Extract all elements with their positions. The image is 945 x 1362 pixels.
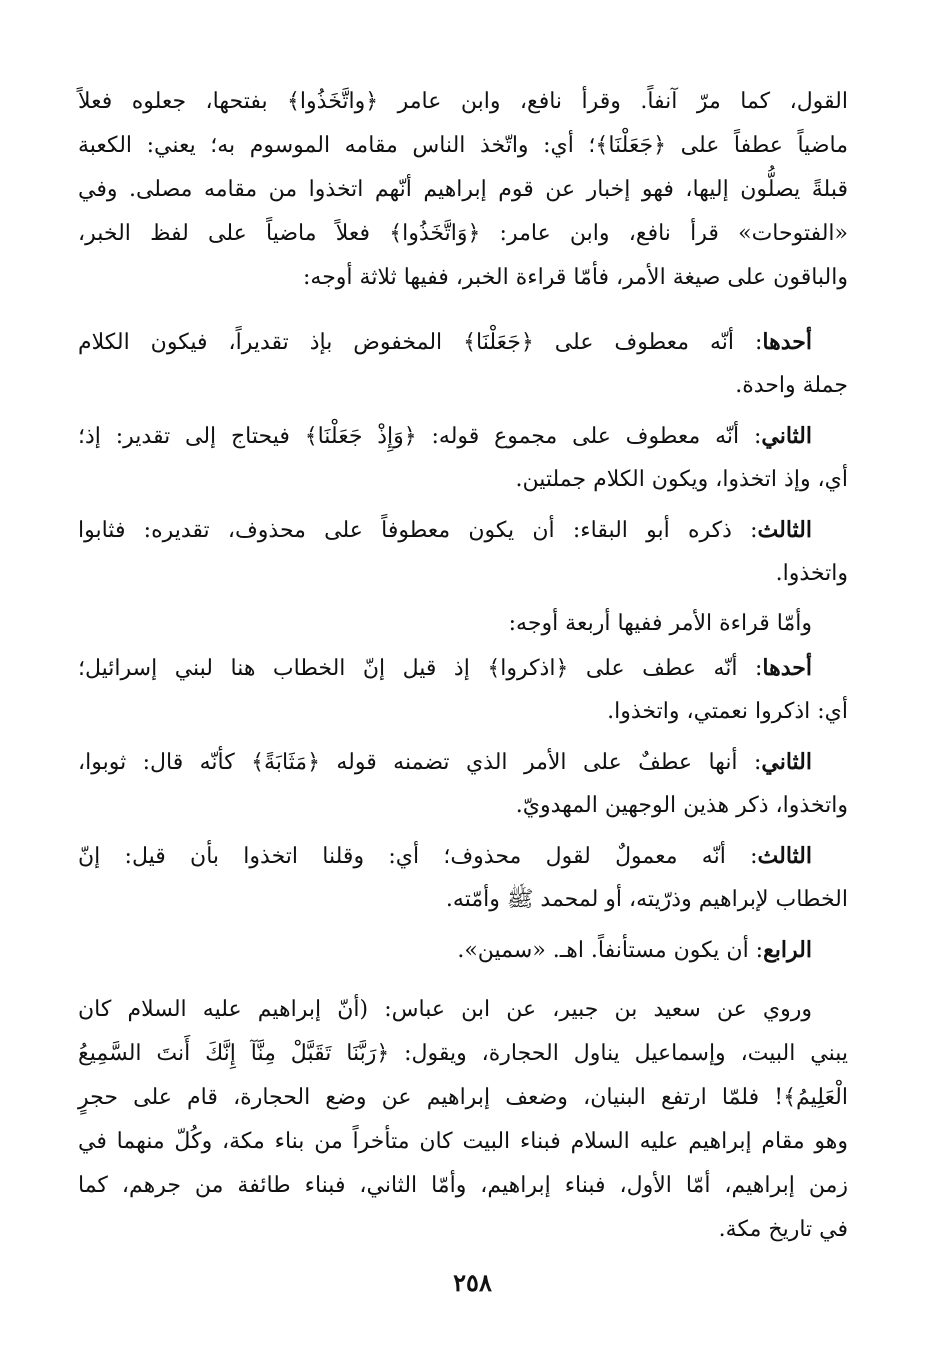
text-line [78,646,812,690]
text-line: واتخذوا. [775,561,848,586]
text-line [78,834,812,878]
paragraph-khabar-first-cont [78,364,848,408]
text-fragment: : ذكره أبو البقاء: أن يكون معطوفاً على محذوف، تقديره: فثابوا [78,518,758,543]
paragraph-khabar-third-cont [78,552,848,596]
text-line: زمن إبراهيم، أمّا الأول، فبناء إبراهيم، وأمّا الثاني، فبناء طائفة من جرهم، كما [78,1173,848,1198]
text-line: أي، وإذ اتخذوا، ويكون الكلام جملتين. [515,467,848,492]
paragraph-khabar-second [78,414,848,458]
page-number: ٢٥٨ [453,1268,492,1297]
section-term: الثالث [757,517,812,543]
text-fragment: : أنها عطفٌ على الأمر الذي تضمنه قوله ﴿مَثَابَةً﴾ كأنّه قال: ثوبوا، [78,750,762,775]
paragraph-khabar-first [78,320,848,364]
text-line: قبلةً يصلُّون إليها، فهو إخبار عن قوم إبراهيم أنّهم اتخذوا من مقامه مصلى. وفي [78,177,848,202]
text-line [78,414,812,458]
text-line: والباقون على صيغة الأمر، فأمّا قراءة الخبر، ففيها ثلاثة أوجه: [303,265,848,290]
paragraph-khabar-third [78,508,848,552]
text-fragment: : أنّه معطوف على ﴿جَعَلْنَا﴾ المخفوض بإذ تقديراً، فيكون الكلام [78,330,763,355]
text-line: ماضياً عطفاً على ﴿جَعَلْنَا﴾؛ أي: واتّخذ الناس مقامه الموسوم به؛ يعني: الكعبة [78,133,848,158]
text-line: في تاريخ مكة. [718,1217,848,1242]
text-fragment: : أنّه معطوف على مجموع قوله: ﴿وَإِذْ جَعَلْنَا﴾ فيحتاج إلى تقدير: إذ؛ [78,424,762,449]
section-term: أحدها [762,655,812,681]
text-line: وروي عن سعيد بن جبير، عن ابن عباس: (أنّ إبراهيم عليه السلام كان [78,997,812,1022]
section-term: الثالث [757,843,812,869]
text-line: واتخذوا، ذكر هذين الوجهين المهدويّ. [515,793,848,818]
text-line: القول، كما مرّ آنفاً. وقرأ نافع، وابن عامر ﴿واتَّخَذُوا﴾ بفتحها، جعلوه فعلاً [78,89,848,114]
section-term: الثاني [761,423,812,449]
text-fragment: : أنّه عطف على ﴿اذكروا﴾ إذ قيل إنّ الخطاب هنا لبني إسرائيل؛ [78,656,763,681]
paragraph-amr-intro [78,602,848,646]
text-fragment: : أن يكون مستأنفاً. اهـ. «سمين». [457,938,764,963]
paragraph-amr-third [78,834,848,878]
text-line: الْعَلِيمُ﴾! فلمّا ارتفع البنيان، وضعف إبراهيم عن وضع الحجارة، قام على حجرٍ [78,1085,848,1110]
paragraph-amr-third-cont [78,878,848,922]
text-line: أي: اذكروا نعمتي، واتخذوا. [607,699,848,724]
text-line [78,740,812,784]
text-line: الخطاب لإبراهيم وذرّيته، أو لمحمد ﷺ وأمّته. [445,887,848,912]
page-body [78,80,848,1252]
section-term: الرابع [763,937,812,963]
text-fragment: : أنّه معمولٌ لقول محذوف؛ أي: وقلنا اتخذوا بأن قيل: إنّ [78,844,758,869]
paragraph-amr-second [78,740,848,784]
text-line [78,928,812,972]
paragraph-amr-second-cont [78,784,848,828]
paragraph-amr-first [78,646,848,690]
text-line: وهو مقام إبراهيم عليه السلام فبناء البيت كان متأخراً من بناء مكة، وكُلّ منهما في [78,1129,848,1154]
paragraph-qiraat-intro [78,80,848,300]
text-line: يبني البيت، وإسماعيل يناول الحجارة، ويقول: ﴿رَبَّنَا تَقَبَّلْ مِنَّآ إِنَّكَ أَنتَ السَّمِيعُ [78,1041,848,1066]
paragraph-ibn-abbas-narration [78,988,848,1252]
text-line: جملة واحدة. [735,373,848,398]
section-term: أحدها [762,329,812,355]
text-line [78,508,812,552]
text-line [78,320,812,364]
text-line: «الفتوحات» قرأ نافع، وابن عامر: ﴿وَاتَّخَذُوا﴾ فعلاً ماضياً على لفظ الخبر، [78,221,848,246]
paragraph-amr-first-cont [78,690,848,734]
paragraph-amr-fourth [78,928,848,972]
text-line: وأمّا قراءة الأمر ففيها أربعة أوجه: [508,611,812,636]
paragraph-khabar-second-cont [78,458,848,502]
section-term: الثاني [761,749,812,775]
